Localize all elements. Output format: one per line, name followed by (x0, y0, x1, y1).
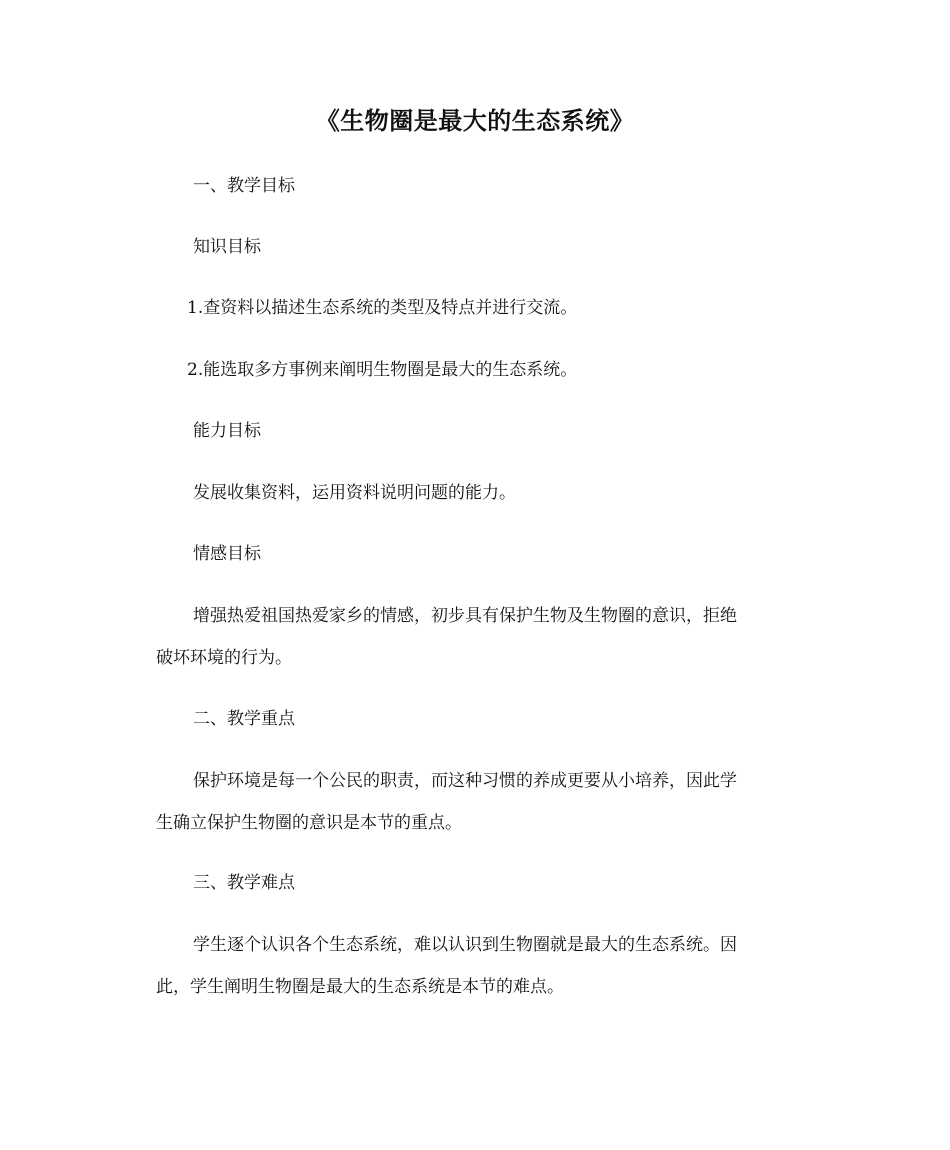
keypoint-paragraph (156, 760, 796, 844)
emotion-text-line-1: 增强热爱祖国热爱家乡的情感，初步具有保护生物及生物圈的意识，拒绝 (193, 606, 737, 626)
difficulty-paragraph (156, 924, 796, 1008)
emotion-heading: 情感目标 (193, 544, 261, 564)
emotion-text-line-2: 破坏环境的行为。 (156, 648, 292, 668)
difficulty-text-line-1: 学生逐个认识各个生态系统，难以认识到生物圈就是最大的生态系统。因 (193, 935, 737, 955)
keypoint-text-line-2: 生确立保护生物圈的意识是本节的重点。 (156, 813, 462, 833)
objectives-heading: 一、教学目标 (193, 176, 295, 196)
knowledge-item-2: 2.能选取多方事例来阐明生物圈是最大的生态系统。 (187, 360, 578, 380)
keypoint-text-line-1: 保护环境是每一个公民的职责，而这种习惯的养成更要从小培养，因此学 (193, 771, 737, 791)
difficulty-heading: 三、教学难点 (193, 873, 295, 893)
keypoint-heading: 二、教学重点 (193, 709, 295, 729)
ability-heading: 能力目标 (193, 421, 261, 441)
difficulty-text-line-2: 此，学生阐明生物圈是最大的生态系统是本节的难点。 (156, 977, 564, 997)
knowledge-item-1: 1.查资料以描述生态系统的类型及特点并进行交流。 (187, 298, 578, 318)
emotion-paragraph (156, 595, 796, 679)
knowledge-heading: 知识目标 (193, 237, 261, 257)
ability-text: 发展收集资料，运用资料说明问题的能力。 (193, 483, 516, 503)
document-title: 《生物圈是最大的生态系统》 (315, 106, 635, 135)
